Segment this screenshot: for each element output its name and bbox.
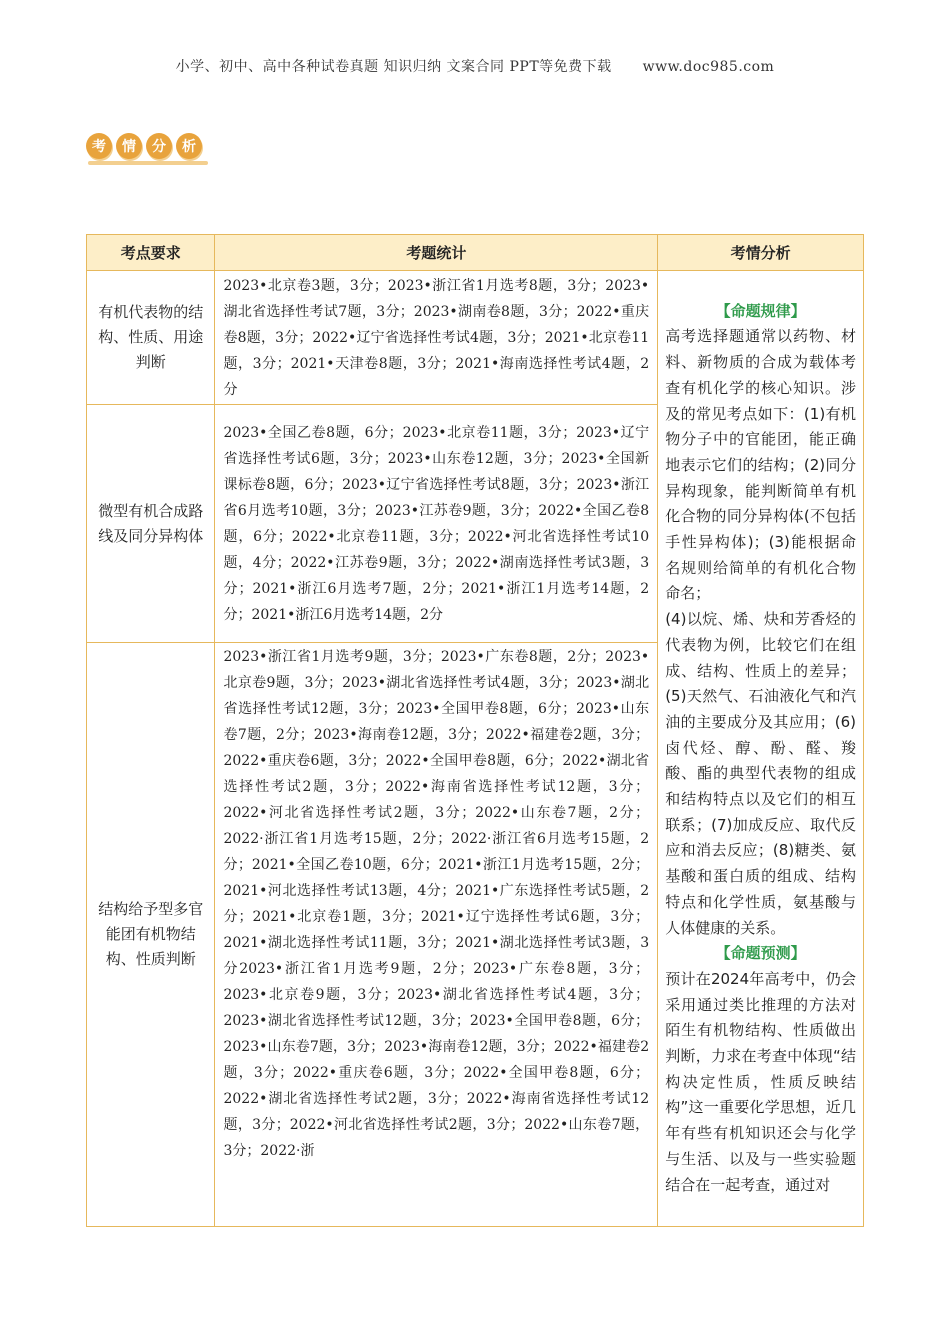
table-row — [87, 271, 864, 405]
badge-char-4: 析 — [176, 133, 202, 159]
badge-underline — [88, 161, 208, 165]
requirement-cell: 微型有机合成路线及同分异构体 — [87, 405, 215, 643]
analysis-rule-text-b: (4)以烷、烯、炔和芳香烃的代表物为例，比较它们在组成、结构、性质上的差异；(5)天然气、石油液化气和汽油的主要成分及其应用；(6)卤代烃、醇、酚、醛、羧酸、酯的典型代表物的组成和结构特点以及它们的相互联系；(7)加成反应、取代反应和消去反应；(8)糖类、氨基酸和蛋白质的组成、结构特点和化学性质，氨基酸与人体健康的关系。 — [665, 610, 856, 937]
analysis-heading-rule: 【命题规律】 — [715, 301, 806, 320]
stats-clip: 2023•浙江省1月选考9题，3分；2023•广东卷8题，2分；2023•北京卷9题，3分；2023•湖北省选择性考试4题，3分；2023•湖北省选择性考试12题，3分；2023•全国甲卷8题，6分；2023•山东卷7题，2分；2023•海南卷12题，3分；2022•福建卷2题，3分；2022•重庆卷6题，3分；2022•全国甲卷8题，6分；2022•湖北省选择性考试2题，3分；2022•海南省选择性考试12题，3分；2022•河北省选择性考试2题，3分；2022•山东卷7题，2分；2022·浙江省1月选考15题，2分；2022·浙江省6月选考15题，2分；2021•全国乙卷10题，6分；2021•浙江1月选考15题，2分；2021•河北选择性考试13题，4分；2021•广东选择性考试5题，2分；2021•北京卷1题，3分；2021•辽宁选择性考试6题，3分；2021•湖北选择性考试11题，3分；2021•湖北选择性考试3题，3分2023•浙江省1月选考9题，2分；2023•广东卷8题，3分；2023•北京卷9题，3分；2023•湖北省选择性考试4题，3分；2023•湖北省选择性考试12题，3分；2023•全国甲卷8题，6分；2023•山东卷7题，3分；2023•海南卷12题，3分；2022•福建卷2题，3分；2022•重庆卷6题，3分；2022•全国甲卷8题，6分；2022•湖北省选择性考试2题，3分；2022•海南省选择性考试12题，3分；2022•河北省选择性考试2题，3分；2022•山东卷7题，3分；2022·浙 — [223, 648, 650, 1159]
table-header-row — [87, 235, 864, 271]
stats-cell — [215, 643, 658, 1227]
requirement-cell: 有机代表物的结构、性质、用途判断 — [87, 271, 215, 405]
header-statistics: 考题统计 — [215, 235, 658, 271]
analysis-cell — [658, 271, 864, 1227]
analysis-rule-text-a: 高考选择题通常以药物、材料、新物质的合成为载体考查有机化学的核心知识。涉及的常见考点如下：(1)有机物分子中的官能团，能正确地表示它们的结构；(2)同分异构现象，能判断简单有机化合物的同分异构体(不包括手性异构体)；(3)能根据命名规则给简单的有机化合物命名； — [665, 327, 856, 603]
analysis-prediction-text: 预计在2024年高考中，仍会采用通过类比推理的方法对陌生有机物结构、性质做出判断，力求在考查中体现“结构决定性质，性质反映结构”这一重要化学思想，近几年有些有机知识还会与化学与生活、以及与一些实验题结合在一起考查，通过对 — [665, 969, 856, 1194]
badge-char-2: 情 — [116, 133, 142, 159]
header-requirement: 考点要求 — [87, 235, 215, 271]
analysis-heading-prediction: 【命题预测】 — [715, 944, 806, 963]
exam-analysis-table — [86, 234, 864, 1227]
requirement-cell: 结构给予型多官能团有机物结构、性质判断 — [87, 643, 215, 1227]
header-text: 小学、初中、高中各种试卷真题 知识归纳 文案合同 PPT等免费下载 — [175, 59, 612, 75]
header-url[interactable]: www.doc985.com — [642, 59, 775, 75]
badge-char-3: 分 — [146, 133, 172, 159]
stats-cell: 2023•全国乙卷8题，6分；2023•北京卷11题，3分；2023•辽宁省选择性考试6题，3分；2023•山东卷12题，3分；2023•全国新课标卷8题，6分；2023•辽宁省选择性考试8题，3分；2023•浙江省6月选考10题，3分；2023•江苏卷9题，3分；2022•全国乙卷8题，6分；2022•北京卷11题，3分；2022•河北省选择性考试10题，4分；2022•江苏卷9题，3分；2022•湖南选择性考试3题，3分；2021•浙江6月选考7题，2分；2021•浙江1月选考14题，2分；2021•浙江6月选考14题，2分 — [215, 405, 658, 643]
page-header — [0, 56, 950, 76]
header-analysis: 考情分析 — [658, 235, 864, 271]
badge-char-1: 考 — [86, 133, 112, 159]
section-badge — [86, 130, 202, 162]
stats-cell: 2023•北京卷3题，3分；2023•浙江省1月选考8题，3分；2023•湖北省选择性考试7题，3分；2023•湖南卷8题，3分；2022•重庆卷8题，3分；2022•辽宁省选择性考试4题，3分；2021•北京卷11题，3分；2021•天津卷8题，3分；2021•海南选择性考试4题，2分 — [215, 271, 658, 405]
